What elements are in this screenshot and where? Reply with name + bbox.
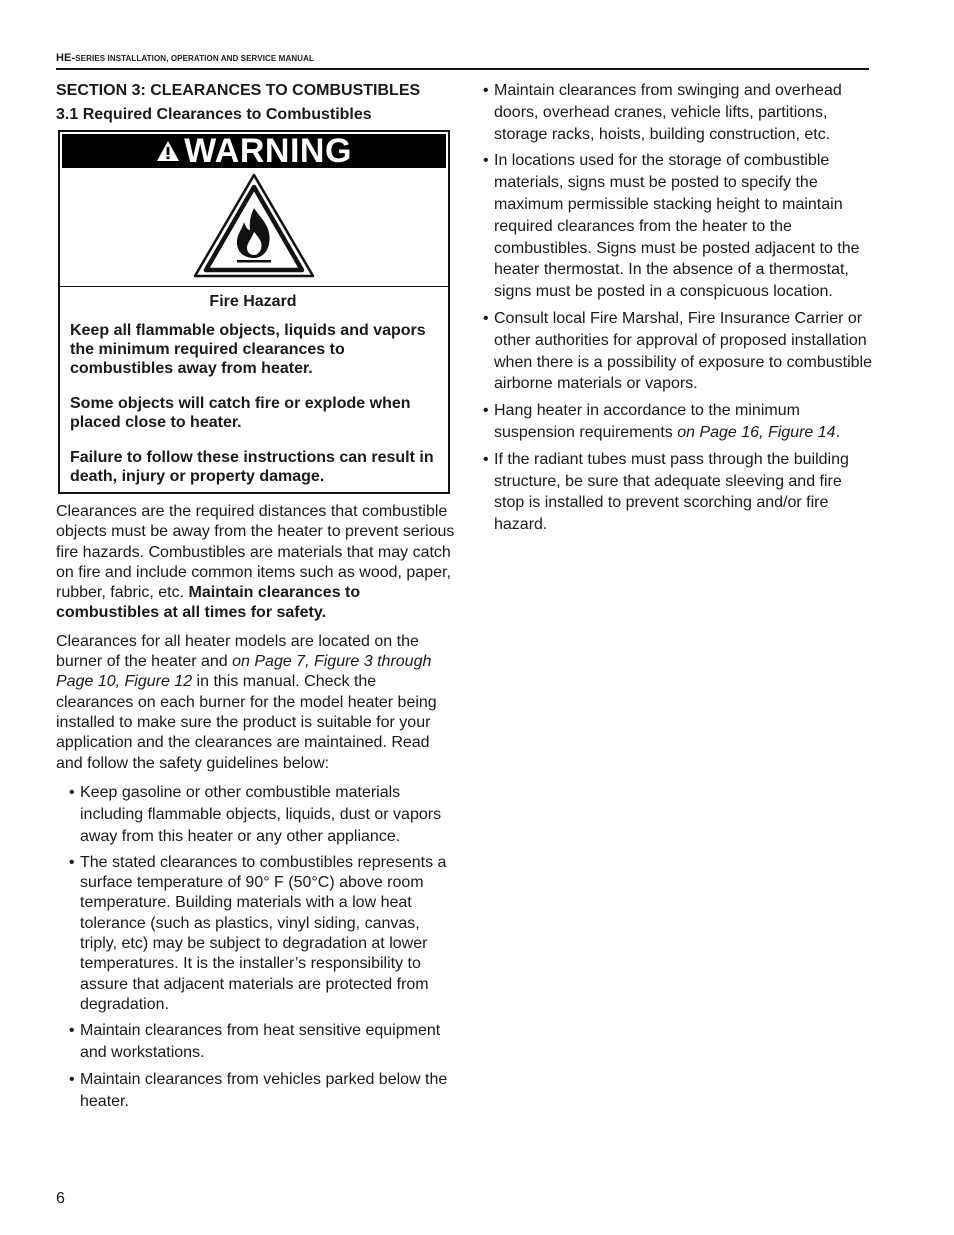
running-header: [56, 52, 869, 70]
intro-text: Clearances are the required distances that combustible objects must be away from the heater to prevent serious fire hazards. Combustibles are materials that may catch on fire and include common items such as wood, paper, rubber, fabric, etc.: [56, 503, 455, 602]
left-column: [56, 80, 456, 1118]
warning-paragraph: Failure to follow these instructions can result in death, injury or property damage.: [70, 449, 434, 485]
warning-paragraph: Keep all flammable objects, liquids and vapors the minimum required clearances to combustibles away from heater.: [70, 322, 426, 377]
list-item: [483, 400, 873, 444]
list-item: • Maintain clearances from vehicles parked below the heater.: [69, 1069, 456, 1113]
warning-body: [60, 287, 448, 492]
list-item-text-end: .: [835, 423, 841, 441]
header-prefix: HE-: [56, 52, 76, 64]
list-item: • In locations used for the storage of combustible materials, signs must be posted to specify the maximum permissible stacking height to maintain required clearances from the heater to the combustibles. Signs must be posted adjacent to the heater thermostat. In the absence of a thermostat, signs must be posted in a conspicuous location.: [483, 150, 873, 303]
list-item: • Maintain clearances from heat sensitive equipment and workstations.: [69, 1020, 456, 1064]
flame-hazard-icon: [192, 172, 316, 285]
header-title: SERIES INSTALLATION, OPERATION AND SERVICE MANUAL: [75, 54, 314, 63]
intro-paragraph: [56, 502, 456, 624]
list-item: • The stated clearances to combustibles represents a surface temperature of 90° F (50°C) above room temperature. Building materials with a low heat tolerance (such as plastics, vinyl siding, canvas, triply, etc) may be subject to degradation at lower temperatures. It is the installer’s responsibility to assure that adjacent materials are protected from degradation.: [69, 853, 456, 1015]
clearance-paragraph: [56, 632, 456, 774]
hazard-title: Fire Hazard: [209, 293, 297, 310]
fire-hazard-symbol: [60, 170, 448, 287]
warning-banner: [62, 131, 446, 170]
warning-banner-text: WARNING: [184, 131, 352, 170]
list-item: • Consult local Fire Marshal, Fire Insurance Carrier or other authorities for approval of proposed installation when there is a possibility of exposure to combustible airborne materials or vapors.: [483, 308, 873, 395]
figure-reference: on Page 7, Figure 3 through Page 10, Figure 12: [56, 653, 432, 691]
section-title: SECTION 3: CLEARANCES TO COMBUSTIBLES: [56, 82, 421, 99]
clearance-requirements-list: [483, 80, 873, 536]
page-number: 6: [56, 1190, 65, 1207]
intro-bold-text: Maintain clearances to combustibles at all times for safety.: [56, 584, 361, 622]
list-item: • If the radiant tubes must pass through the building structure, be sure that adequate sleeving and fire stop is installed to prevent scorching and/or fire hazard.: [483, 449, 873, 536]
right-column: [483, 80, 873, 541]
warning-triangle-icon: [156, 132, 184, 171]
clearance-text-pre: Clearances for all heater models are located on the burner of the heater and: [56, 632, 419, 671]
list-item-text: Hang heater in accordance to the minimum suspension requirements: [494, 402, 800, 441]
figure-reference: on Page 16, Figure 14: [677, 423, 836, 441]
safety-guidelines-list: [69, 782, 456, 1113]
list-item: • Maintain clearances from swinging and overhead doors, overhead cranes, vehicle lifts, partitions, storage racks, hoists, building construction, etc.: [483, 80, 873, 145]
subsection-title: 3.1 Required Clearances to Combustibles: [56, 106, 372, 123]
clearance-text-post: in this manual. Check the clearances on each burner for the model heater being installed to make sure the product is suitable for your application and the clearances are maintained. Read and follow the safety guidelines below:: [56, 673, 437, 772]
warning-paragraph: Some objects will catch fire or explode when placed close to heater.: [70, 395, 411, 431]
list-item: • Keep gasoline or other combustible materials including flammable objects, liquids, dust or vapors away from this heater or any other appliance.: [69, 782, 456, 848]
warning-box: [58, 130, 450, 494]
